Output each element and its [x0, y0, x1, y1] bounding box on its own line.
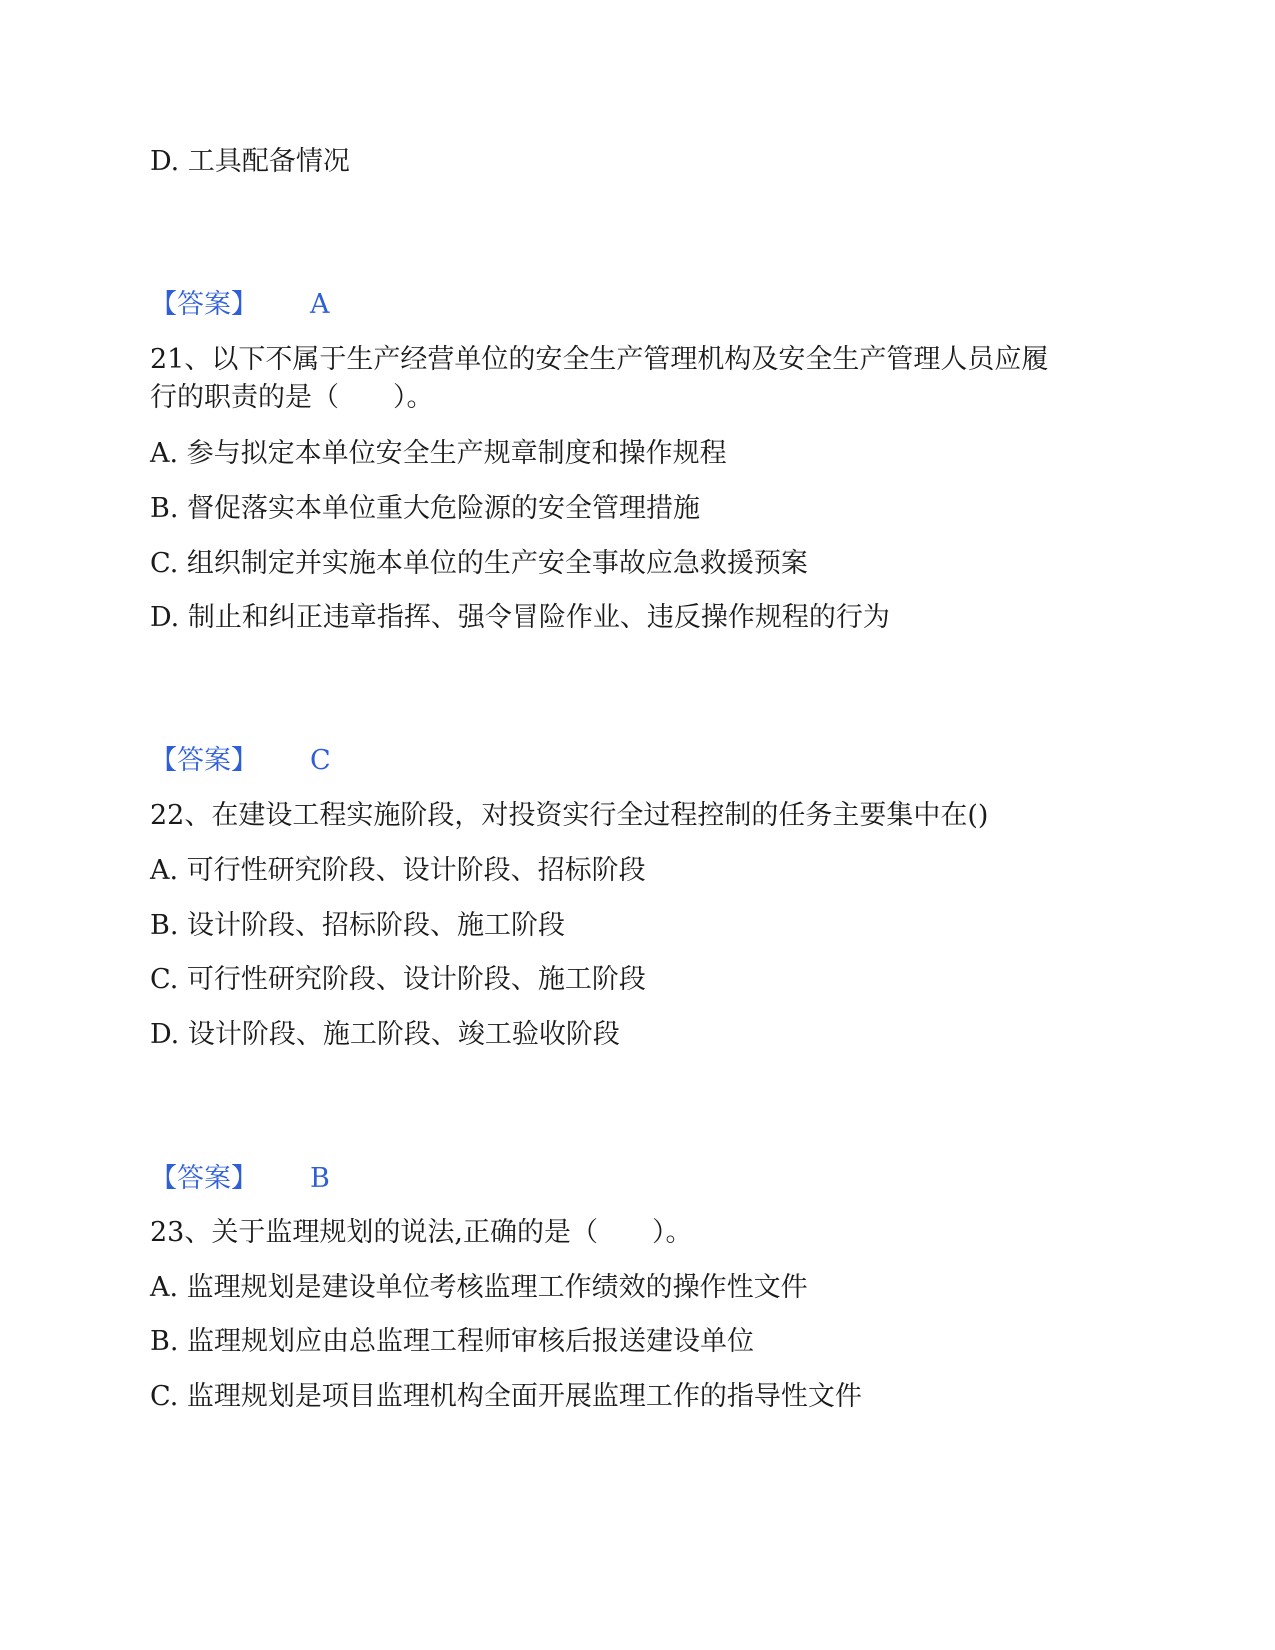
- answer-value: C: [310, 745, 331, 776]
- prev-option-d: D. 工具配备情况: [150, 146, 350, 177]
- answer-tag: 【答案】: [150, 289, 258, 320]
- q21-option-a: A. 参与拟定本单位安全生产规章制度和操作规程: [150, 438, 727, 469]
- q21-stem-line1: 21、以下不属于生产经营单位的安全生产管理机构及安全生产管理人员应履: [150, 344, 1049, 375]
- q22-option-b: B. 设计阶段、招标阶段、施工阶段: [150, 910, 566, 941]
- answer-tag: 【答案】: [150, 1163, 258, 1194]
- q21-answer: [150, 744, 331, 778]
- answer-value: A: [310, 289, 330, 320]
- q22-option-d: D. 设计阶段、施工阶段、竣工验收阶段: [150, 1019, 620, 1050]
- q23-option-b: B. 监理规划应由总监理工程师审核后报送建设单位: [150, 1326, 755, 1357]
- q22-option-a: A. 可行性研究阶段、设计阶段、招标阶段: [150, 855, 646, 886]
- q22-option-c: C. 可行性研究阶段、设计阶段、施工阶段: [150, 964, 646, 995]
- q23-option-a: A. 监理规划是建设单位考核监理工作绩效的操作性文件: [150, 1272, 808, 1303]
- q21-option-c: C. 组织制定并实施本单位的生产安全事故应急救援预案: [150, 548, 808, 579]
- q21-option-d: D. 制止和纠正违章指挥、强令冒险作业、违反操作规程的行为: [150, 602, 890, 633]
- q22-answer: [150, 1162, 330, 1196]
- q21-option-b: B. 督促落实本单位重大危险源的安全管理措施: [150, 493, 701, 524]
- prev-answer: [150, 288, 330, 322]
- q22-stem: 22、在建设工程实施阶段，对投资实行全过程控制的任务主要集中在(): [150, 800, 989, 831]
- q23-stem: 23、关于监理规划的说法,正确的是（ ）。: [150, 1217, 693, 1248]
- answer-value: B: [310, 1163, 330, 1194]
- answer-tag: 【答案】: [150, 745, 258, 776]
- q23-option-c: C. 监理规划是项目监理机构全面开展监理工作的指导性文件: [150, 1381, 862, 1412]
- q21-stem-line2: 行的职责的是（ ）。: [150, 382, 434, 413]
